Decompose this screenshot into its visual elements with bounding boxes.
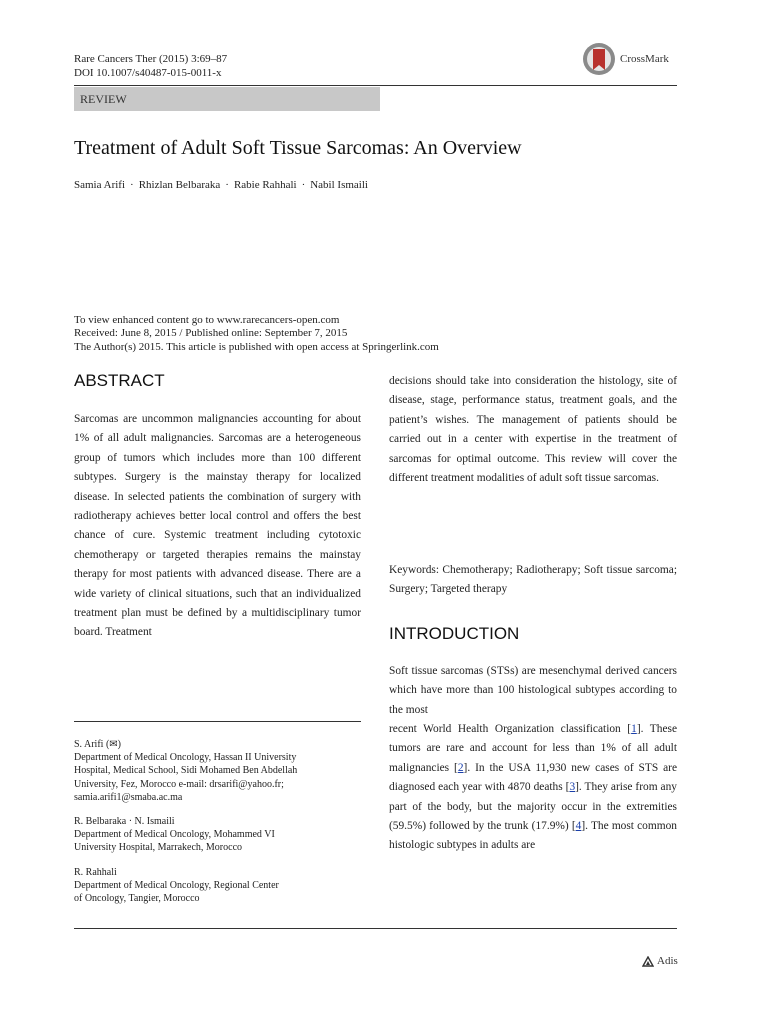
affiliation-line: University Hospital, Marrakech, Morocco [74,842,243,854]
affiliation-line: Department of Medical Oncology, Regional Center [74,880,279,892]
crossmark-icon [582,42,616,76]
enhanced-content-link[interactable]: To view enhanced content go to www.rarecancers-open.com [74,314,340,326]
footer-divider [74,928,677,929]
doi-line[interactable]: DOI 10.1007/s40487-015-0011-x [74,67,222,79]
affiliation-line: Department of Medical Oncology, Hassan II University [74,752,297,764]
section-label: REVIEW [74,87,380,111]
affiliation-author: R. Rahhali [74,867,117,878]
author-name[interactable]: Nabil Ismaili [310,179,368,191]
article-title: Treatment of Adult Soft Tissue Sarcomas: An Overview [74,137,522,159]
received-dates: Received: June 8, 2015 / Published online: September 7, 2015 [74,327,348,340]
affiliation-line: of Oncology, Tangier, Morocco [74,893,200,905]
publisher-logo [642,955,678,967]
affiliation-line: Hospital, Medical School, Sidi Mohamed Ben Abdellah [74,765,298,777]
affiliation-block [74,738,361,804]
article-meta [74,314,494,354]
affiliation-author: S. Arifi (✉) [74,739,121,750]
journal-citation [74,52,227,80]
publisher-name: Adis [657,955,678,967]
citation-link[interactable]: 4 [575,820,582,833]
introduction-paragraph-1: Soft tissue sarcomas (STSs) are mesenchymal derived cancers which have more than 100 histological subtypes according to the most [389,665,677,716]
intro-text: ]. In the USA 11,930 new cases of STS are diagnosed each year with 4870 deaths [ [389,761,677,794]
abstract-text-right: decisions should take into consideration the histology, site of disease, stage, performance status, treatment goals, and the patient’s wishes. The management of patients should be carried out in a center with expertise in the treatment of sarcomas for optimal outcome. This review will cover the different treatment modalities of adult soft tissue sarcomas. [389,375,677,485]
journal-name-line: Rare Cancers Ther (2015) 3:69–87 [74,53,228,65]
citation-link[interactable]: 1 [631,723,637,735]
intro-text: ]. They arise from any part of the body, but the majority occur in the extremities (59.5%) followed by the trunk (17.9%) [ [389,781,677,833]
author-list: Samia Arifi · Rhizlan Belbaraka · Rabie Rahhali · Nabil Ismaili [74,179,368,191]
affiliation-line: Department of Medical Oncology, Mohammed VI [74,829,275,841]
affiliation-author: R. Belbaraka · N. Ismaili [74,816,175,827]
affiliation-line[interactable]: samia.arifi1@smaba.ac.ma [74,791,183,803]
affiliation-block [74,866,361,906]
adis-triangle-icon [642,956,654,967]
crossmark-label: CrossMark [620,53,669,65]
abstract-text-left: Sarcomas are uncommon malignancies accounting for about 1% of all adult malignancies. Sarcomas are a heterogeneous group of tumors which includes more than 100 different subtypes. Surgery is the mainstay therapy for localized disease. In selected patients the combination of surgery with radiotherapy achieves better local control and offers the best chance of cure. Systemic treatment including cytotoxic chemotherapy or targeted therapies remains the mainstay therapy for most patients with advanced disease. There are a wide variety of clinical situations, such that an individualized treatment plan must be defined by a multidisciplinary tumor board. Treatment [74,413,361,639]
affiliation-divider [74,721,361,722]
author-name[interactable]: Rhizlan Belbaraka [138,179,221,191]
affiliation-block [74,815,361,855]
header-divider [74,85,677,86]
author-name[interactable]: Rabie Rahhali [233,179,297,191]
license-note: The Author(s) 2015. This article is published with open access at Springerlink.com [74,340,439,353]
affiliation-line[interactable]: University, Fez, Morocco e-mail: drsarifi@yahoo.fr; [74,778,284,790]
crossmark-badge[interactable] [582,42,682,78]
keywords: Keywords: Chemotherapy; Radiotherapy; Soft tissue sarcoma; Surgery; Targeted therapy [389,564,677,596]
introduction-heading: INTRODUCTION [389,624,520,643]
introduction-paragraph-2 [389,720,677,856]
author-name[interactable]: Samia Arifi [74,179,126,191]
citation-link[interactable]: 2 [457,761,464,774]
citation-link[interactable]: 3 [569,781,576,794]
abstract-heading: ABSTRACT [74,371,165,390]
intro-text: ]. The most common histologic subtypes in adults are [389,820,677,852]
intro-text: ]. These tumors are rare and account for less than 1% of all adult malignancies [ [389,723,678,774]
intro-text: recent World Health Organization classification [ [389,723,632,735]
